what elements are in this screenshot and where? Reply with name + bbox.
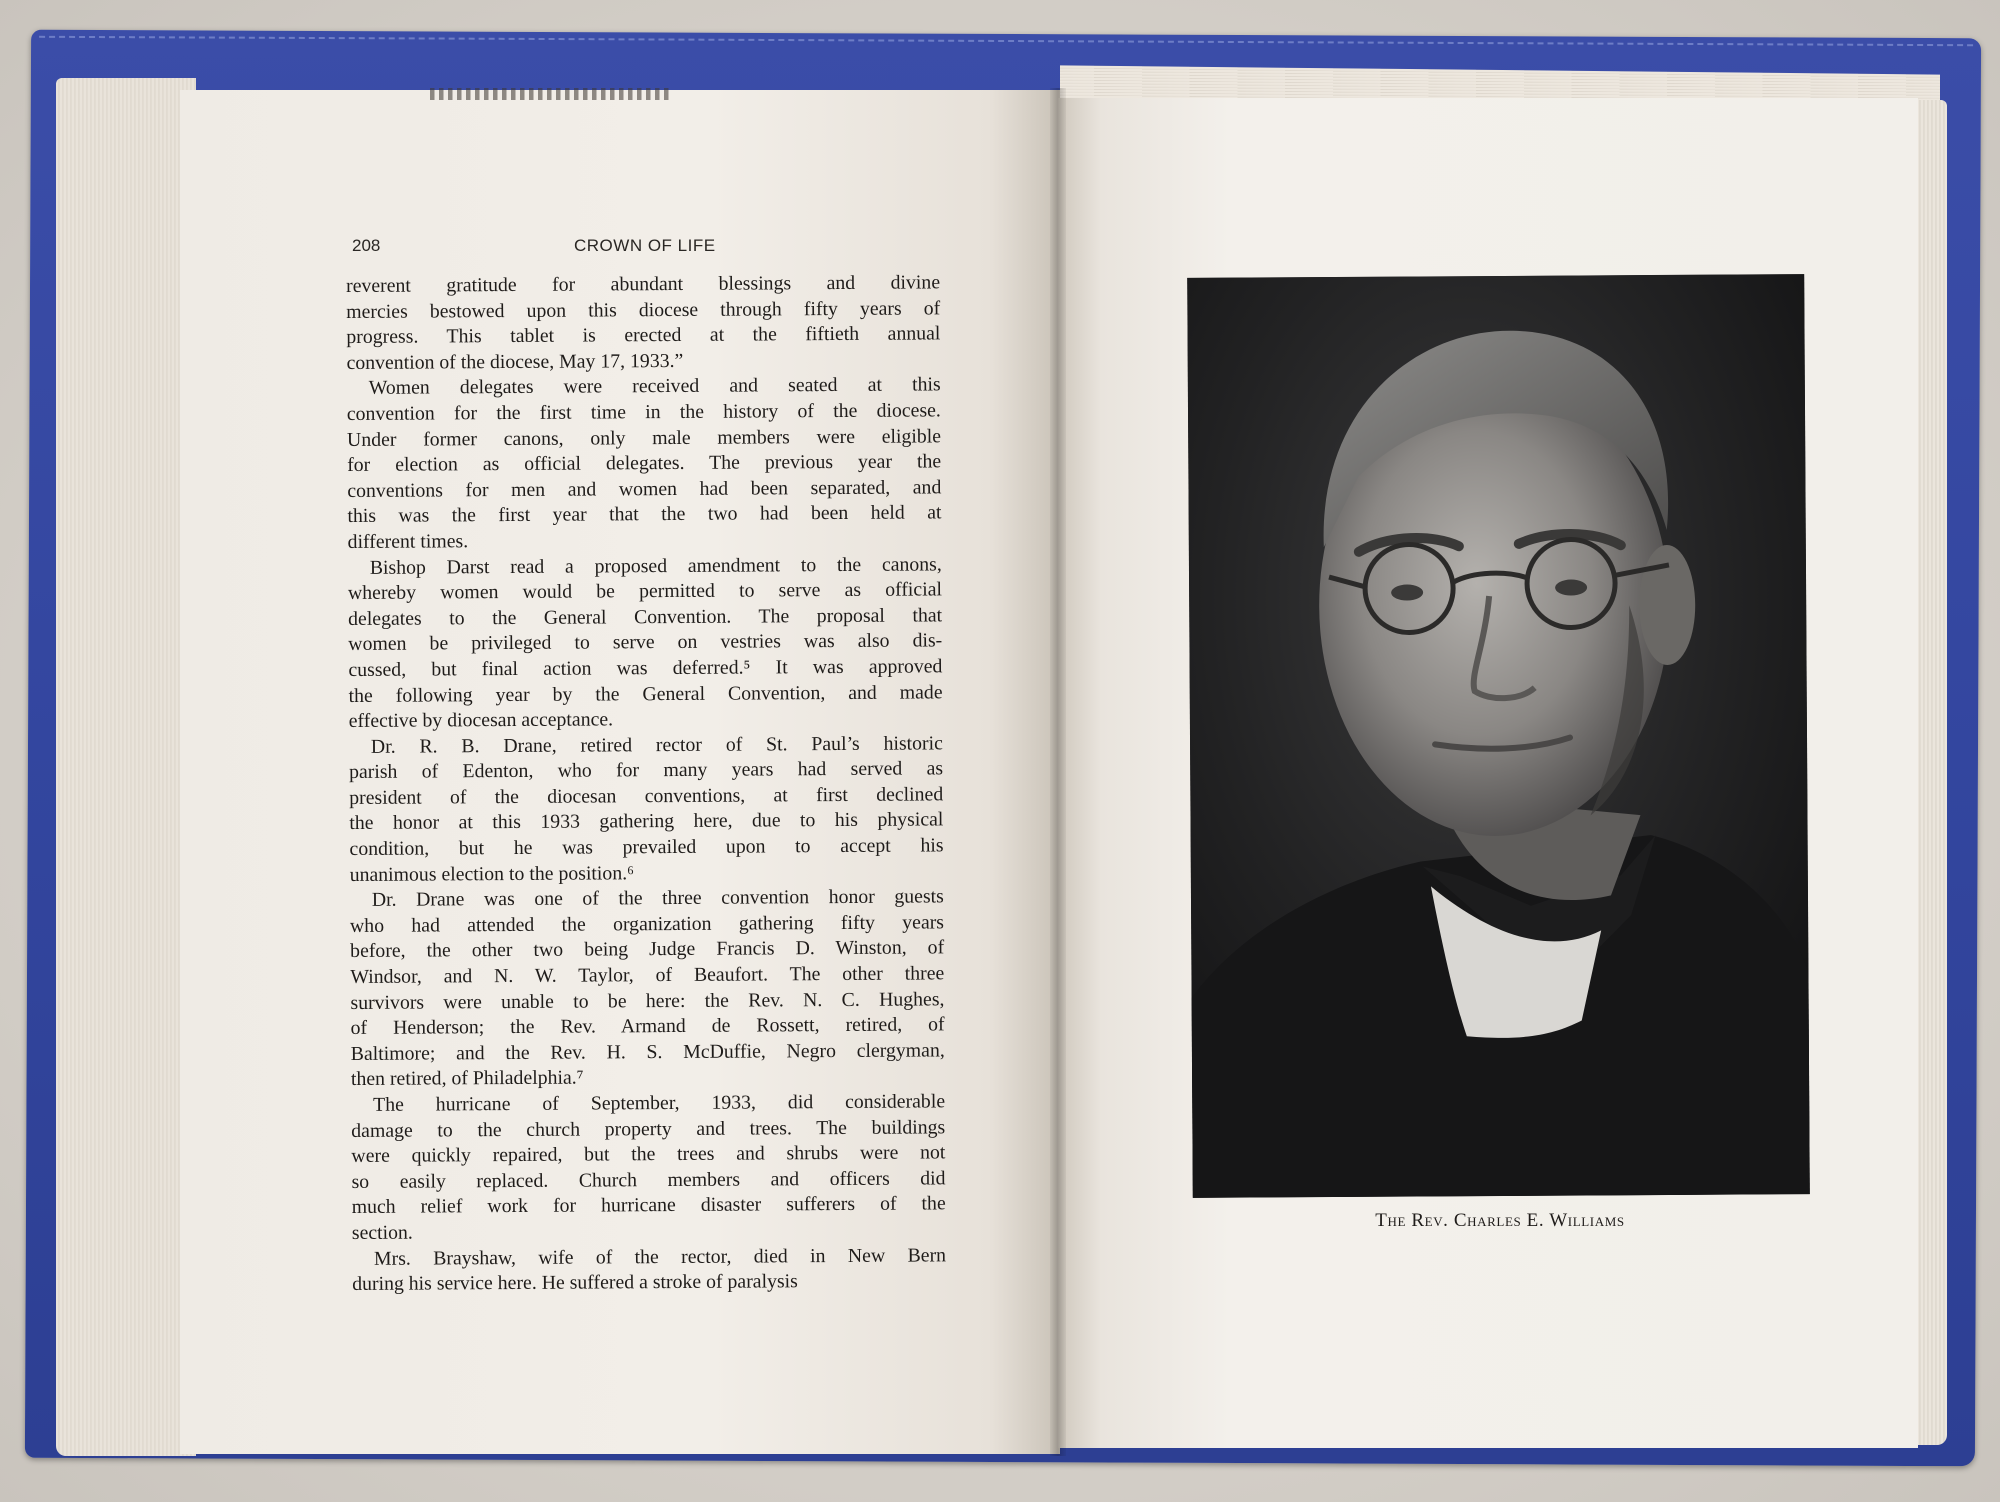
text-line: during his service here. He suffered a stroke of paralysis [352,1270,798,1296]
text-line: different times. [347,530,469,553]
text-line: before, the other two being Judge Francis D. Winston, of [350,936,945,963]
text-line: so easily replaced. Church members and officers did [351,1167,946,1193]
text-line: Dr. R. B. Drane, retired rector of St. Paul’s historic [370,732,943,758]
body-text [346,270,946,1297]
text-line: Baltimore; and the Rev. H. S. McDuffie, Negro clergyman, [350,1039,945,1065]
text-line: for election as official delegates. The previous year the [347,450,942,477]
text-line: convention for the first time in the history of the diocese. [346,399,941,425]
text-line: Mrs. Brayshaw, wife of the rector, died in New Bern [373,1243,947,1270]
text-line: damage to the church property and trees. The buildings [351,1115,946,1142]
text-line: cussed, but final action was deferred.⁵ It was approved [348,655,943,681]
text-line: Under former canons, only male members were eligible [346,424,942,451]
portrait-photo-icon [1187,274,1810,1198]
text-line: this was the first year that the two had been held at [347,501,942,528]
spine-print-bleed [430,88,670,100]
text-line: unanimous election to the position.⁶ [349,861,635,886]
cover-edge-stitching [39,36,1973,49]
portrait-photo [1187,274,1810,1198]
text-line: president of the diocesan conventions, at first declined [349,783,944,809]
text-line: reverent gratitude for abundant blessings and divine [346,271,941,297]
left-page-block-edge [56,78,196,1456]
text-line: much relief work for hurricane disaster sufferers of the [351,1192,946,1219]
text-line: condition, but he was prevailed upon to accept his [349,834,944,861]
running-title: CROWN OF LIFE [574,236,716,255]
text-line: the following year by the General Convention, and made [348,680,943,707]
book-gutter [1050,88,1066,1456]
text-line: who had attended the organization gathering fifty years [349,911,945,937]
text-line: delegates to the General Convention. The proposal that [348,604,943,630]
text-line: survivors were unable to be here: the Rev. N. C. Hughes, [350,987,945,1014]
text-line: the honor at this 1933 gathering here, due to his physical [349,808,944,835]
text-line: Dr. Drane was one of the three convention honor guests [371,885,944,912]
text-line: parish of Edenton, who for many years had served as [348,757,944,784]
text-line: of Henderson; the Rev. Armand de Rossett, retired, of [350,1013,945,1040]
text-line: Windsor, and N. W. Taylor, of Beaufort. The other three [350,962,945,989]
text-line: Women delegates were received and seated at this [368,373,941,400]
running-head [352,236,942,260]
text-line: effective by diocesan acceptance. [348,708,614,733]
text-line: section. [351,1221,413,1244]
text-line: were quickly repaired, but the trees and shrubs were not [351,1141,946,1168]
text-line: women be privileged to serve on vestries was also dis- [348,629,943,656]
text-line: progress. This tablet is erected at the fiftieth annual [346,322,941,349]
text-line: The hurricane of September, 1933, did considerable [373,1090,946,1116]
photo-caption: The Rev. Charles E. Williams [1375,1210,1625,1231]
page-number: 208 [352,236,381,255]
text-line: convention of the diocese, May 17, 1933.” [346,349,684,374]
text-line: mercies bestowed upon this diocese through fifty years of [346,296,941,323]
text-line: then retired, of Philadelphia.⁷ [350,1066,584,1091]
text-line: conventions for men and women had been separated, and [347,476,942,502]
text-line: Bishop Darst read a proposed amendment to the canons, [369,552,942,579]
text-line: whereby women would be permitted to serve as official [347,578,943,605]
